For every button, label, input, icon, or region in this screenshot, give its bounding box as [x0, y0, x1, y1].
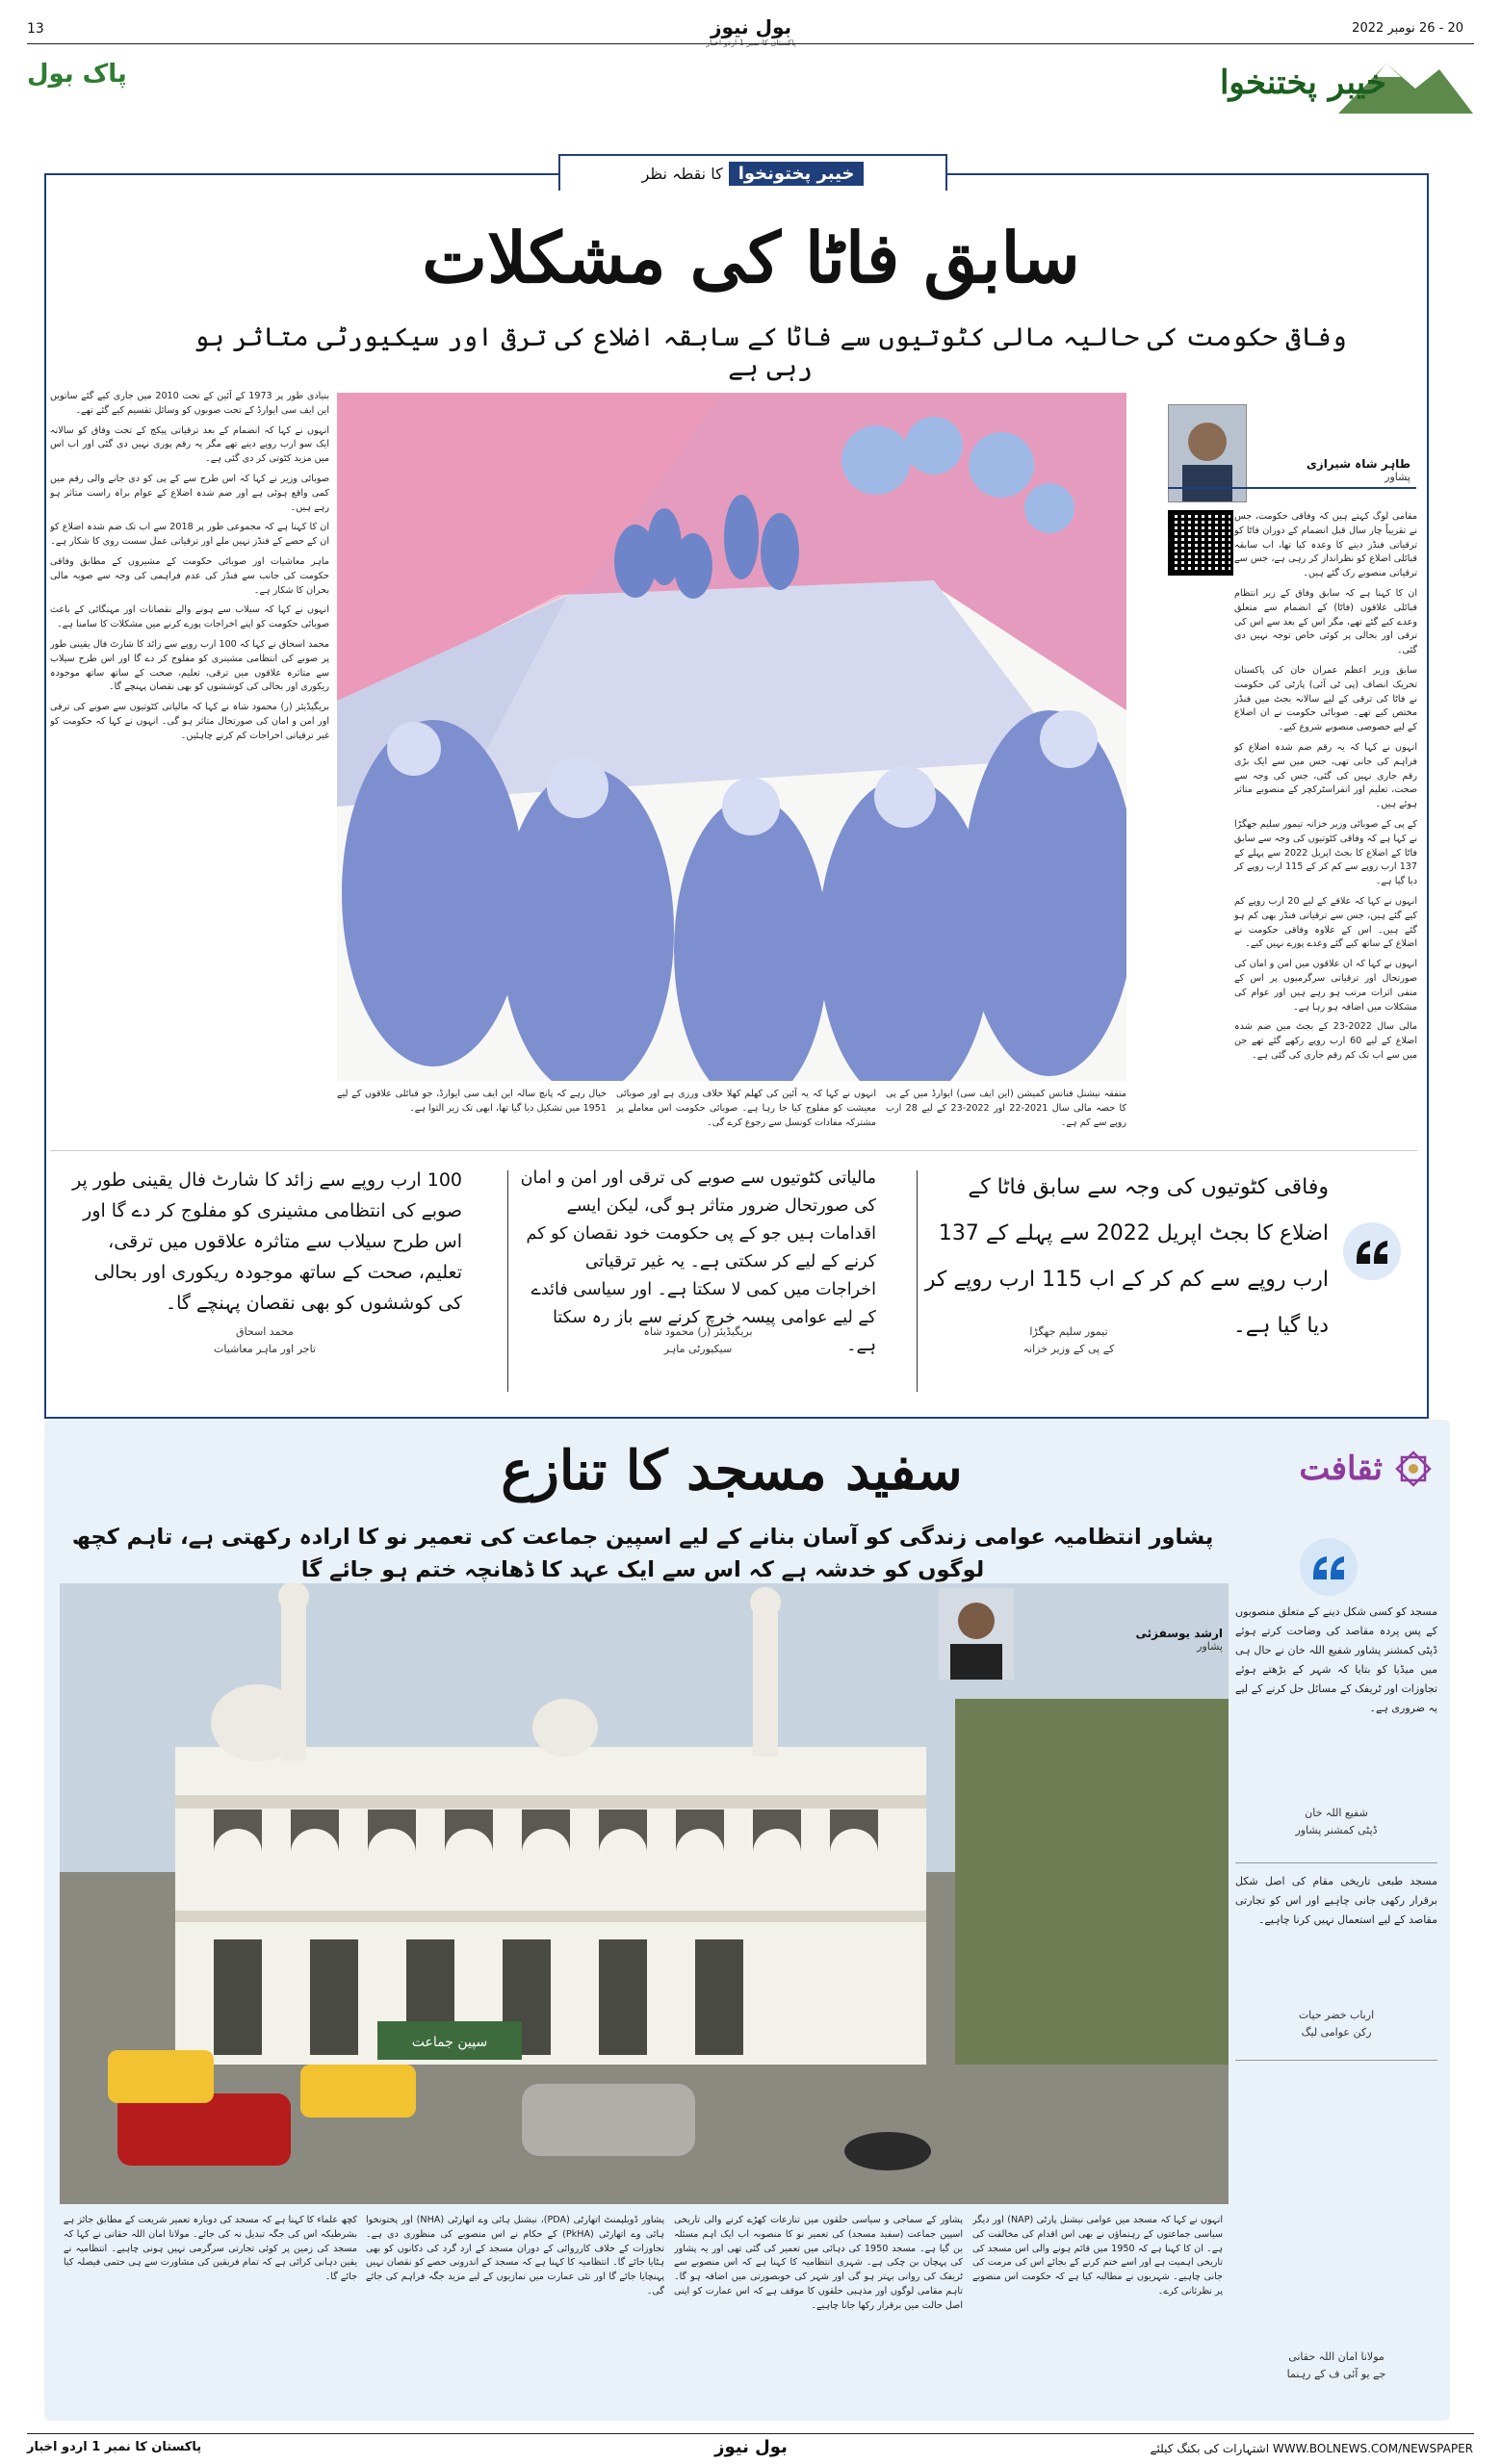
culture-sidebar-credit-3: مولانا امان اللہ حقانی جے یو آئی ف کے رہنما — [1286, 2350, 1386, 2380]
article-left-column: بنیادی طور پر 1973 کے آئین کے تحت 2010 میں جاری کیے گئے ساتویں این ایف سی ایوارڈ کے تحت صوبوں کو وسائل تقسیم کیے گئے تھے۔ انہوں نے کہا کہ انضمام کے بعد ترقیاتی پیکج کے تحت وفاق کو سالانہ ایک سو ارب روپے دینے تھے مگر یہ رقم پوری نہیں دی گئی اور اب اس میں مزید کٹوتی کر دی گئی ہے۔ صوبائی وزیر نے کہا کہ اس طرح سے کے پی کو دی جانے والی رقم میں کمی واقع ہوئی ہے اور ضم شدہ اضلاع کے عوام براہ راست متاثر ہو رہے ہیں۔ ان کا کہنا ہے کہ مجموعی طور پر 2018 سے اب تک ضم شدہ اضلاع کو ان کے حصے کے فنڈز نہیں ملے اور ترقیاتی عمل سست روی کا شکار ہے۔ ماہر معاشیات اور صوبائی حکومت کے مشیروں کے مطابق وفاقی حکومت کی جانب سے فنڈز کی عدم فراہمی کی وجہ سے صوبہ مالی بحران کا شکار ہے۔ انہوں نے کہا کہ سیلاب سے ہونے والے نقصانات اور مہنگائی کے باعث صوبائی حکومت کو اپنے اخراجات پورے کرنے میں مشکلات کا سامنا ہے۔ محمد اسحاق نے کہا کہ 100 ارب روپے سے زائد کا شارٹ فال یقینی طور پر صوبے کی انتظامی مشینری کو مفلوج کر دے گا اور اس طرح سیلاب سے متاثرہ علاقوں میں ترقی، تعلیم، صحت کے ساتھ ساتھ موجودہ ریکوری اور بحالی کی کوششوں کو بھی نقصان پہنچے گا۔ بریگیڈیئر (ر) محمود شاہ نے کہا کہ مالیاتی کٹوتیوں سے صوبے کی ترقی اور امن و امان کی صورتحال متاثر ہو گی۔ انہوں نے کہا کہ حکومت کو غیر ترقیاتی اخراجات کم کرنے چاہئیں۔ — [50, 391, 329, 741]
headline-fata: سابق فاٹا کی مشکلات — [422, 217, 1080, 298]
quote-icon-fata — [1343, 1222, 1401, 1280]
issue-date: 20 - 26 نومبر 2022 — [1352, 21, 1463, 36]
kicker-brand: خیبر پختونخوا — [729, 162, 865, 186]
culture-ornament-icon — [1392, 1448, 1435, 1490]
pak-bol-brand: پاک بول — [27, 60, 127, 89]
author-name: طاہر شاہ شیرازی — [1306, 457, 1410, 471]
quote-text: مالیاتی کٹوتیوں سے صوبے کی ترقی اور امن و امان کی صورتحال ضرور متاثر ہو گی، لیکن ایسے اقدامات ہیں جو کے پی حکومت خود نقصان کو کم کرنے کے لیے کر سکتی ہے۔ یہ غیر ترقیاتی اخراجات میں کمی لا سکتا ہے۔ اور سیاسی فائدے کے لیے عوامی پیسہ خرچ کرنے سے باز رہ سکتا ہے۔ — [520, 1168, 876, 1355]
kicker-suffix: کا نقطہ نظر — [641, 164, 723, 183]
culture-sidebar-quote-2: مسجد طبعی تاریخی مقام کی اصل شکل برقرار رکھی جانی چاہیے اور اس کو تجارتی مقاصد کے لیے استعمال نہیں کرنا چاہیے۔ — [1235, 1875, 1437, 1926]
mosque-sign: سپین جماعت — [411, 2035, 488, 2050]
article-strip-1: متفقہ نیشنل فنانس کمیشن (این ایف سی) ایوارڈ میں کے پی کا حصہ مالی سال 2021-22 اور 2022-23 کے لیے 28 ارب روپے سے کم ہے۔ — [886, 1089, 1126, 1128]
article-strip-3: خیال رہے کہ پانچ سالہ این ایف سی ایوارڈ، جو قبائلی علاقوں کے لیے 1951 میں تشکیل دیا گیا تھا، ابھی تک زیر التوا ہے۔ — [337, 1089, 607, 1114]
kicker-tab — [558, 154, 947, 191]
page-number: 13 — [27, 21, 44, 37]
header-rule — [27, 43, 1474, 44]
author2-portrait-icon — [939, 1588, 1014, 1680]
footer-website[interactable]: اشتہارات کی بکنگ کیلئے WWW.BOLNEWS.COM/NEWSPAPER — [1150, 2442, 1473, 2455]
footer-rule — [27, 2433, 1474, 2434]
quote-marks-icon — [1355, 1237, 1389, 1266]
culture-sidebar-quote-1: مسجد کو کسی شکل دینے کے متعلق منصوبوں کے پس پردہ مقاصد کی وضاحت کرتے ہوئے ڈپٹی کمشنر پشاور شفیع اللہ خان نے حال ہی میں میڈیا کو بتایا کہ شہر کے بڑھتے ہوئے تجاوزات اور ٹریفک کے مسائل حل کرنے کے لیے یہ ضروری ہے۔ — [1235, 1605, 1437, 1714]
article-strip-2: انہوں نے کہا کہ یہ آئین کی کھلم کھلا خلاف ورزی ہے اور صوبائی معیشت کو مفلوج کیا جا رہا ہے۔ صوبائی حکومت اس معاملے پر مشترکہ مفادات کونسل سے رجوع کرے گی۔ — [616, 1089, 876, 1128]
footer-logo: بول نیوز — [714, 2437, 788, 2457]
quote-economist-credit — [67, 1323, 462, 1358]
culture-column-1: انہوں نے کہا کہ مسجد میں عوامی نیشنل پارٹی (NAP) اور دیگر سیاسی جماعتوں کے رہنماؤں نے بھی اس اقدام کی مخالفت کی ہے۔ ان کا کہنا ہے کہ 1950 میں قائم ہونے والی اس مسجد کی تاریخی اہمیت ہے اور اسے ختم کرنے کے بجائے اس کی مرمت کی جانی چاہیے۔ شہریوں نے مطالبہ کیا ہے کہ حکومت اس منصوبے پر نظرثانی کرے۔ — [972, 2215, 1223, 2297]
culture-column-4: کچھ علماء کا کہنا ہے کہ مسجد کی دوبارہ تعمیر شریعت کے مطابق جائز ہے بشرطیکہ اس کی جگہ تبدیل نہ کی جائے۔ مولانا امان اللہ حقانی نے کہا کہ مسجد کی زمین پر کوئی تجارتی سرگرمی نہیں ہونی چاہیے۔ انتظامیہ نے یقین دہانی کرائی ہے کہ تمام فریقین کی مشاورت سے ہی حتمی فیصلہ کیا جائے گا۔ — [64, 2215, 357, 2283]
author2-city: پشاور — [1197, 1640, 1223, 1653]
quote-text: 100 ارب روپے سے زائد کا شارٹ فال یقینی طور پر صوبے کی انتظامی مشینری کو مفلوج کر دے گا اور اس طرح سیلاب سے متاثرہ علاقوں میں ترقی، تعلیم، صحت کے ساتھ موجودہ ریکوری اور بحالی کی کوششوں کو بھی نقصان پہنچے گا۔ — [72, 1169, 462, 1314]
quote-finance-minister-credit — [924, 1323, 1213, 1358]
quote-marks-icon — [1311, 1553, 1346, 1581]
author2-name: ارشد یوسفزئی — [1135, 1627, 1223, 1640]
quote-title: تاجر اور ماہر معاشیات — [213, 1343, 316, 1355]
mosque-photo — [60, 1583, 1229, 2204]
quote-name: محمد اسحاق — [236, 1325, 294, 1338]
author-byline — [1168, 457, 1416, 489]
culture-sidebar-credit-1: شفیع اللہ خان ڈپٹی کمشنر پشاور — [1295, 1807, 1378, 1836]
masthead-logo: بول نیوز — [710, 15, 792, 38]
culture-sidebar-credit-2: ارباب خضر حیات رکن عوامی لیگ — [1298, 2009, 1375, 2039]
quote-economist — [67, 1165, 462, 1319]
subheadline-white-mosque: پشاور انتظامیہ عوامی زندگی کو آسان بنانے کے لیے اسپین جماعت کی تعمیر نو کا ارادہ رکھتی ہے، تاہم کچھ لوگوں کو خدشہ ہے کہ اس سے ایک عہد کا ڈھانچہ ختم ہو جائے گا — [71, 1525, 1214, 1582]
culture-quote-icon — [1300, 1538, 1358, 1596]
jirga-illustration — [337, 393, 1126, 1081]
subheadline-fata: وفاقی حکومت کی حالیہ مالی کٹوتیوں سے فاٹا کے سابقہ اضلاع کی ترقی اور سیکیورٹی متاثر ہو رہی ہے — [194, 322, 1347, 382]
quote-name: بریگیڈیئر (ر) محمود شاہ — [643, 1325, 753, 1338]
culture-column-2: پشاور کے سماجی و سیاسی حلقوں میں تنازعات کھڑے کرنے والی تاریخی اسپین جماعت (سفید مسجد) کی تعمیر نو کا منصوبہ اب ایک اہم مسئلہ بن گیا ہے۔ مسجد 1950 کی دہائی میں تعمیر کی گئی تھی اور یہ پشاور کی پہچان بن چکی ہے۔ شہری انتظامیہ کا کہنا ہے کہ اس منصوبے سے ٹریفک کی روانی بہتر ہو گی اور شہر کی خوبصورتی میں اضافہ ہو گا۔ تاہم مقامی لوگوں اور مذہبی حلقوں کا موقف ہے کہ اس عمارت کو اپنی اصل حالت میں برقرار رکھا جانا چاہیے۔ — [674, 2215, 963, 2311]
author2-photo — [939, 1588, 1014, 1680]
culture-label — [1223, 1444, 1435, 1494]
author-city: پشاور — [1385, 471, 1410, 483]
headline-white-mosque: سفید مسجد کا تنازع — [501, 1439, 963, 1502]
quote-title: سیکیورٹی ماہر — [663, 1343, 733, 1355]
culture-label-text: ثقافت — [1299, 1450, 1383, 1488]
author2-byline — [1021, 1627, 1223, 1653]
footer-tagline: پاکستان کا نمبر 1 اردو اخبار — [27, 2440, 202, 2454]
quote-text: وفاقی کٹوتیوں کی وجہ سے سابق فاٹا کے اضلاع کا بجٹ اپریل 2022 سے پہلے کے 137 ارب روپے سے کم کر کے اب 115 ارب روپے کر دیا گیا ہے۔ — [924, 1175, 1329, 1338]
quote-title: کے پی کے وزیر خزانہ — [1022, 1343, 1115, 1355]
quote-security-expert-credit — [520, 1323, 876, 1358]
kp-brand-logo: خیبر پختنخوا — [1117, 56, 1473, 123]
culture-column-3: پشاور ڈویلپمنٹ اتھارٹی (PDA)، نیشنل ہائی وے اتھارٹی (NHA) اور پختونخوا ہائی وے اتھارٹی (PkHA) کے حکام نے اس منصوبے کی منظوری دی ہے۔ تجاوزات کے خلاف کارروائی کے دوران مسجد کے ارد گرد کی دکانوں کو بھی ہٹایا جائے گا۔ انتظامیہ کا کہنا ہے کہ مسجد کے اندرونی حصے کو نقصان نہیں پہنچایا جائے گا اور نئی عمارت میں نمازیوں کے لیے مزید جگہ فراہم کی جائے گی۔ — [366, 2215, 664, 2297]
quote-name: تیمور سلیم جھگڑا — [1029, 1325, 1108, 1338]
article-right-column: مقامی لوگ کہتے ہیں کہ وفاقی حکومت، جس نے تقریباً چار سال قبل انضمام کے دوران فاٹا کو ترقیاتی فنڈز دینے کا وعدہ کیا تھا، اب سابقہ قبائلی اضلاع کو نظرانداز کر رہی ہے، جس سے ترقیاتی منصوبے رک گئے ہیں۔ ان کا کہنا ہے کہ سابق وفاق کے زیر انتظام قبائلی علاقوں (فاٹا) کے انضمام سے متعلق وعدے کیے گئے تھے، مگر اس کے بعد سے اس کی ترقی اور بحالی پر کوئی خاص توجہ نہیں دی گئی۔ سابق وزیر اعظم عمران خان کی پاکستان تحریک انصاف (پی ٹی آئی) پارٹی کی حکومت نے فاٹا کی ترقی کے لیے سالانہ بجٹ میں فنڈز مختص کیے تھے۔ صوبائی حکومت نے ان اضلاع کے لیے خصوصی منصوبے شروع کیے۔ انہوں نے کہا کہ یہ رقم ضم شدہ اضلاع کو فراہم کی جانی تھی، جس میں سے ایک بڑی رقم جاری نہیں کی گئی، جس کی وجہ سے صحت، تعلیم اور انفراسٹرکچر کے منصوبے متاثر ہوئے ہیں۔ کے پی کے صوبائی وزیر خزانہ تیمور سلیم جھگڑا نے کہا ہے کہ وفاقی کٹوتیوں کی وجہ سے سابق فاٹا کے اضلاع کا بجٹ اپریل 2022 سے پہلے کے 137 ارب روپے سے کم کر کے 115 ارب روپے کر دیا گیا ہے۔ انہوں نے کہا کہ علاقے کے لیے 20 ارب روپے کم کیے گئے ہیں، جس سے ترقیاتی فنڈز بھی کم ہو گئے ہیں۔ اس کے علاوہ وفاقی حکومت نے اضلاع کے ساتھ کیے گئے وعدے پورے نہیں کیے۔ انہوں نے کہا کہ ان علاقوں میں امن و امان کی صورتحال اور ترقیاتی سرگرمیوں پر اس کے منفی اثرات مرتب ہو رہے ہیں اور عوام کی مشکلات میں اضافہ ہو رہا ہے۔ مالی سال 2022-23 کے بجٹ میں ضم شدہ اضلاع کے لیے 60 ارب روپے رکھے گئے تھے جن میں سے اب تک کم رقم جاری کی گئی ہے۔ — [1234, 511, 1417, 1061]
quote-finance-minister — [924, 1165, 1329, 1349]
